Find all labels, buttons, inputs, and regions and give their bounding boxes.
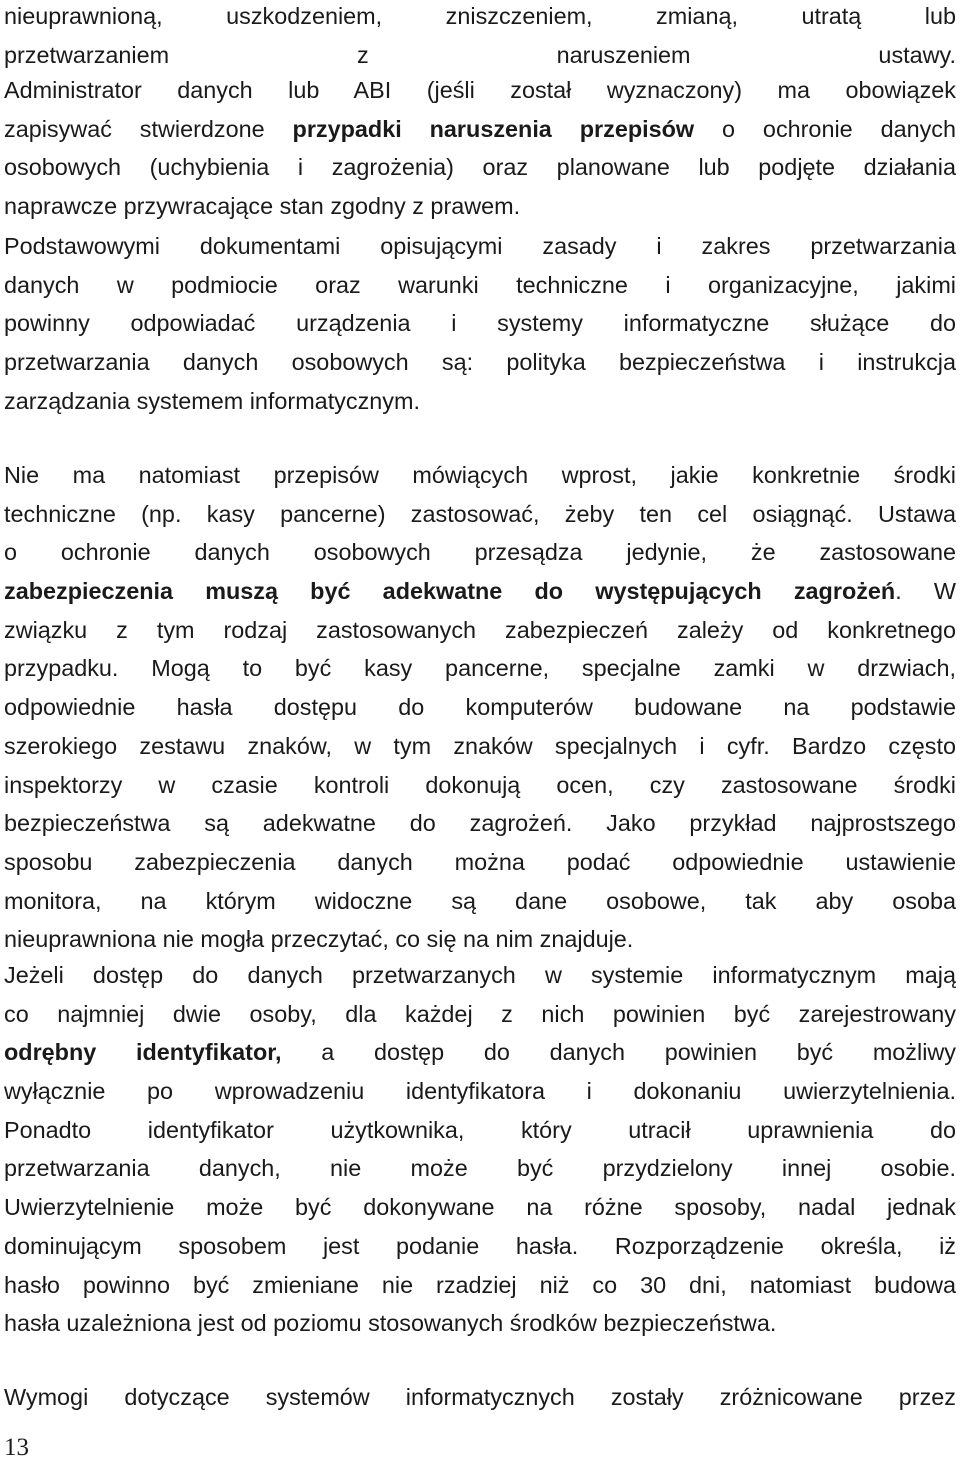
text-line: techniczne (np. kasy pancerne) zastosować, żeby ten cel osiągnąć. Ustawa [4,500,956,527]
paragraph-3 [4,227,956,420]
paragraph-2 [4,71,956,226]
text-line: naprawcze przywracające stan zgodny z prawem. [4,193,521,220]
text-run: zapisywać stwierdzone [4,115,293,142]
text-line: związku z tym rodzaj zastosowanych zabezpieczeń zależy od konkretnego [4,616,956,643]
text-line: monitora, na którym widoczne są dane osobowe, tak aby osoba [4,887,956,914]
page-number: 13 [4,1434,29,1461]
text-line: Uwierzytelnienie może być dokonywane na różne sposoby, nadal jednak [4,1194,956,1221]
text-line: przetwarzaniem z naruszeniem ustawy. [4,41,956,68]
text-line: Nie ma natomiast przepisów mówiących wprost, jakie konkretnie środki [4,462,956,488]
text-line: nieuprawnioną, uszkodzeniem, zniszczeniem, zmianą, utratą lub [4,3,956,29]
bold-emphasis: odrębny identyfikator, [4,1039,282,1066]
text-line: dominującym sposobem jest podanie hasła. Rozporządzenie określa, iż [4,1232,956,1259]
text-line: sposobu zabezpieczenia danych można podać odpowiednie ustawienie [4,848,956,875]
paragraph-1 [4,0,956,74]
text-line: Podstawowymi dokumentami opisującymi zasady i zakres przetwarzania [4,233,956,259]
text-line: hasła uzależniona jest od poziomu stosowanych środków bezpieczeństwa. [4,1310,777,1337]
text-line: o ochronie danych osobowych przesądza jedynie, że zastosowane [4,539,956,566]
text-run: a dostęp do danych powinien być możliwy [281,1039,956,1066]
text-line: zarządzania systemem informatycznym. [4,387,420,414]
text-run: . W [895,578,956,605]
text-line: odpowiednie hasła dostępu do komputerów budowane na podstawie [4,694,956,721]
paragraph-4 [4,456,956,959]
text-run: o ochronie danych [694,115,956,142]
text-line: Wymogi dotyczące systemów informatycznych zostały zróżnicowane przez [4,1384,956,1410]
text-line [4,1033,956,1072]
paragraph-5 [4,956,956,1343]
text-line: przypadku. Mogą to być kasy pancerne, specjalne zamki w drzwiach, [4,655,956,682]
bold-emphasis: przypadki naruszenia przepisów [292,115,695,142]
text-line: hasło powinno być zmieniane nie rzadziej niż co 30 dni, natomiast budowa [4,1271,956,1298]
text-line: osobowych (uchybienia i zagrożenia) oraz planowane lub podjęte działania [4,154,956,181]
text-line: Jeżeli dostęp do danych przetwarzanych w systemie informatycznym mają [4,962,956,988]
text-line: bezpieczeństwa są adekwatne do zagrożeń. Jako przykład najprostszego [4,810,956,837]
text-line: przetwarzania danych, nie może być przydzielony innej osobie. [4,1155,956,1182]
text-line: powinny odpowiadać urządzenia i systemy informatyczne służące do [4,310,956,337]
text-line [4,572,956,611]
bold-emphasis: zabezpieczenia muszą być adekwatne do występujących zagrożeń [4,578,896,605]
text-line: szerokiego zestawu znaków, w tym znaków specjalnych i cyfr. Bardzo często [4,732,956,759]
text-line: wyłącznie po wprowadzeniu identyfikatora i dokonaniu uwierzytelnienia. [4,1078,956,1105]
text-line: Ponadto identyfikator użytkownika, który utracił uprawnienia do [4,1116,956,1143]
paragraph-6 [4,1378,956,1417]
text-line: Administrator danych lub ABI (jeśli został wyznaczony) ma obowiązek [4,77,956,103]
text-line: danych w podmiocie oraz warunki techniczne i organizacyjne, jakimi [4,271,956,298]
text-line: nieuprawniona nie mogła przeczytać, co się na nim znajduje. [4,926,634,953]
text-line: inspektorzy w czasie kontroli dokonują ocen, czy zastosowane środki [4,771,956,798]
text-line: co najmniej dwie osoby, dla każdej z nich powinien być zarejestrowany [4,1000,956,1027]
text-line [4,110,956,149]
text-line: przetwarzania danych osobowych są: polityka bezpieczeństwa i instrukcja [4,349,956,376]
